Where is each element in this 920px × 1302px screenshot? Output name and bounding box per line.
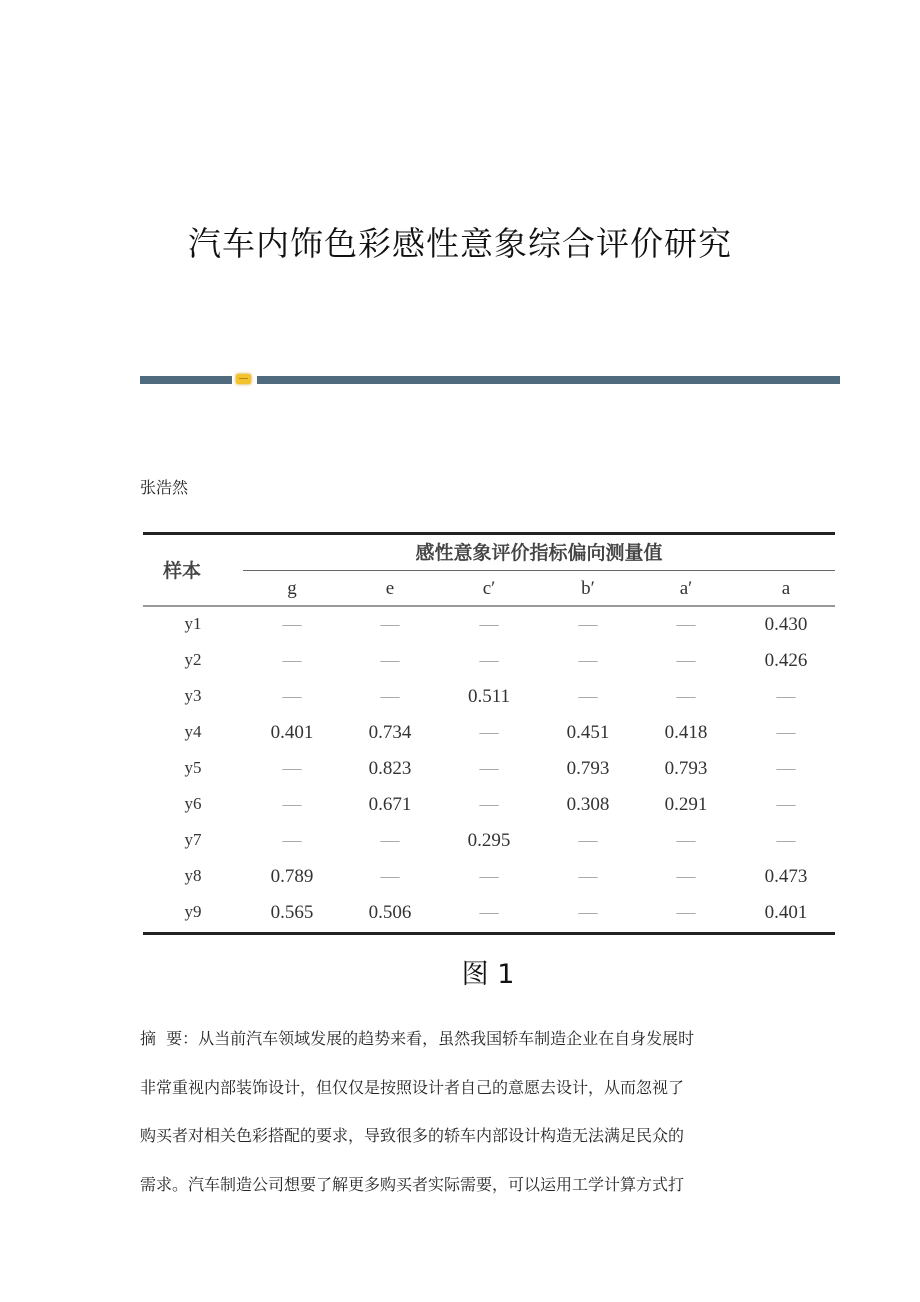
table-cell: 0.418 xyxy=(664,722,708,743)
group-header: 感性意象评价指标偏向测量值 xyxy=(415,542,663,564)
table-cell: — xyxy=(578,650,598,671)
table-cell: 0.295 xyxy=(467,830,511,851)
table-bottom-rule xyxy=(143,932,835,935)
document-title: 汽车内饰色彩感性意象综合评价研究 xyxy=(188,224,732,263)
table-cell: — xyxy=(282,650,302,671)
table-cell: — xyxy=(479,902,499,923)
abstract-line: 非常重视内部装饰设计，但仅仅是按照设计者自己的意愿去设计，从而忽视了 xyxy=(140,1077,685,1097)
table-cell: — xyxy=(380,686,400,707)
table-cell: 0.506 xyxy=(368,902,412,923)
table-cell: 0.793 xyxy=(566,758,610,779)
table-cell: 0.671 xyxy=(368,794,412,815)
table-cell: — xyxy=(676,650,696,671)
table-cell: — xyxy=(676,866,696,887)
table-cell: — xyxy=(282,830,302,851)
table-cell: — xyxy=(380,830,400,851)
row-label: y6 xyxy=(184,794,202,813)
divider-right xyxy=(257,376,840,384)
table-cell: — xyxy=(282,794,302,815)
table-cell: — xyxy=(776,758,796,779)
divider-left xyxy=(140,376,232,384)
table-cell: 0.451 xyxy=(566,722,610,743)
header-bottom-rule xyxy=(143,605,835,607)
row-label: y7 xyxy=(184,830,202,849)
table-cell: 0.430 xyxy=(764,614,808,635)
table-cell: — xyxy=(282,758,302,779)
table-cell: 0.291 xyxy=(664,794,708,815)
table-cell: — xyxy=(676,686,696,707)
row-label: y8 xyxy=(184,866,202,885)
abstract-line: 购买者对相关色彩搭配的要求，导致很多的轿车内部设计构造无法满足民众的 xyxy=(140,1126,685,1145)
table-cell: — xyxy=(776,686,796,707)
table-cell: — xyxy=(282,614,302,635)
table-cell: 0.426 xyxy=(764,650,808,671)
table-cell: 0.789 xyxy=(270,866,314,887)
abstract-line: 摘 要：从当前汽车领域发展的趋势来看，虽然我国轿车制造企业在自身发展时 xyxy=(140,1029,695,1048)
row-label: y3 xyxy=(184,686,202,705)
table-cell: — xyxy=(578,866,598,887)
table-cell: — xyxy=(578,686,598,707)
row-label: y4 xyxy=(184,722,202,741)
column-header: c′ xyxy=(482,578,496,599)
row-label: y9 xyxy=(184,902,202,921)
table-cell: — xyxy=(479,614,499,635)
header-rule xyxy=(243,570,835,571)
table-cell: 0.401 xyxy=(764,902,808,923)
table-cell: — xyxy=(380,614,400,635)
table-cell: — xyxy=(776,722,796,743)
row-label: y1 xyxy=(184,614,202,633)
table-cell: — xyxy=(479,722,499,743)
author: 张浩然 xyxy=(140,478,189,497)
table-cell: — xyxy=(578,830,598,851)
table-cell: — xyxy=(676,614,696,635)
table-top-rule xyxy=(143,532,835,535)
table-cell: — xyxy=(380,650,400,671)
figure-caption: 图 1 xyxy=(461,959,515,990)
table-cell: — xyxy=(479,866,499,887)
table-cell: — xyxy=(776,794,796,815)
row-label: y2 xyxy=(184,650,202,669)
table-cell: — xyxy=(380,866,400,887)
column-header: a xyxy=(781,578,791,599)
sample-header: 样本 xyxy=(163,560,202,582)
abstract xyxy=(140,1015,800,1209)
column-header: a′ xyxy=(679,578,693,599)
column-header: b′ xyxy=(581,578,595,599)
table-cell: 0.473 xyxy=(764,866,808,887)
table-cell: 0.823 xyxy=(368,758,412,779)
data-table xyxy=(143,532,835,936)
abstract-line: 需求。汽车制造公司想要了解更多购买者实际需要，可以运用工学计算方式打 xyxy=(140,1174,685,1194)
table-cell: — xyxy=(578,902,598,923)
table-cell: — xyxy=(776,830,796,851)
divider-ornament-icon xyxy=(236,374,251,384)
column-header: g xyxy=(287,578,297,599)
row-label: y5 xyxy=(184,758,202,777)
table-cell: 0.734 xyxy=(368,722,412,743)
table-cell: — xyxy=(479,794,499,815)
table-cell: — xyxy=(479,758,499,779)
table-cell: — xyxy=(676,902,696,923)
table-cell: — xyxy=(578,614,598,635)
table-cell: 0.308 xyxy=(566,794,610,815)
table-cell: 0.793 xyxy=(664,758,708,779)
table-cell: 0.511 xyxy=(467,686,511,707)
table-cell: 0.565 xyxy=(270,902,314,923)
column-header: e xyxy=(385,578,395,599)
table-cell: — xyxy=(479,650,499,671)
table-cell: 0.401 xyxy=(270,722,314,743)
table-cell: — xyxy=(282,686,302,707)
table-cell: — xyxy=(676,830,696,851)
